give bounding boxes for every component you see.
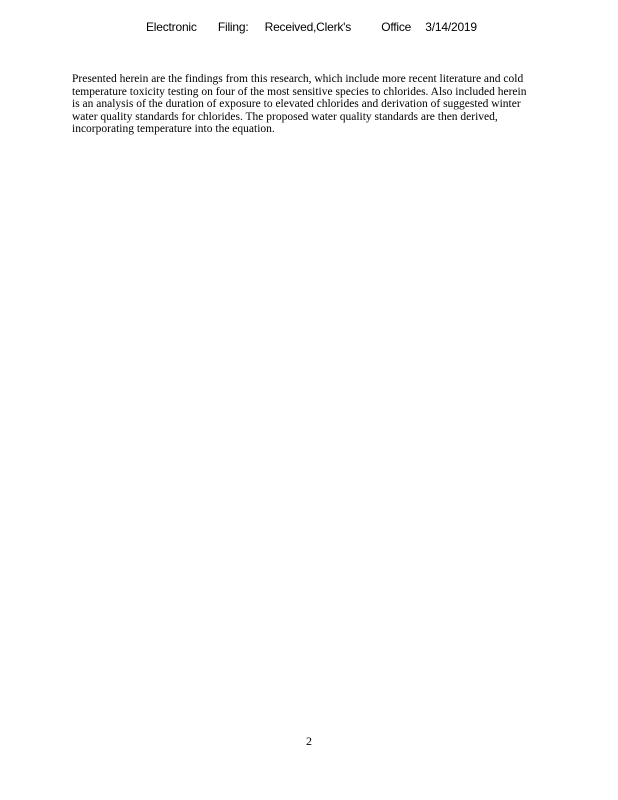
header-received-clerks: Received,Clerk's — [264, 20, 352, 34]
header-office: Office — [381, 20, 412, 34]
header-filing: Filing: — [217, 20, 249, 34]
header-date: 3/14/2019 — [425, 20, 477, 34]
filing-header — [146, 20, 477, 34]
page-number: 2 — [306, 734, 312, 748]
paragraph-line: incorporating temperature into the equation. — [72, 123, 275, 136]
body-paragraph — [72, 73, 612, 136]
paragraph-line: Presented herein are the findings from this research, which include more recent literature and cold — [72, 73, 524, 85]
header-electronic: Electronic — [146, 20, 197, 34]
paragraph-line: is an analysis of the duration of exposure to elevated chlorides and derivation of suggested winter — [72, 98, 521, 111]
paragraph-line: water quality standards for chlorides. The proposed water quality standards are then derived, — [72, 110, 498, 123]
paragraph-line: temperature toxicity testing on four of the most sensitive species to chlorides. Also included herein — [72, 85, 527, 98]
